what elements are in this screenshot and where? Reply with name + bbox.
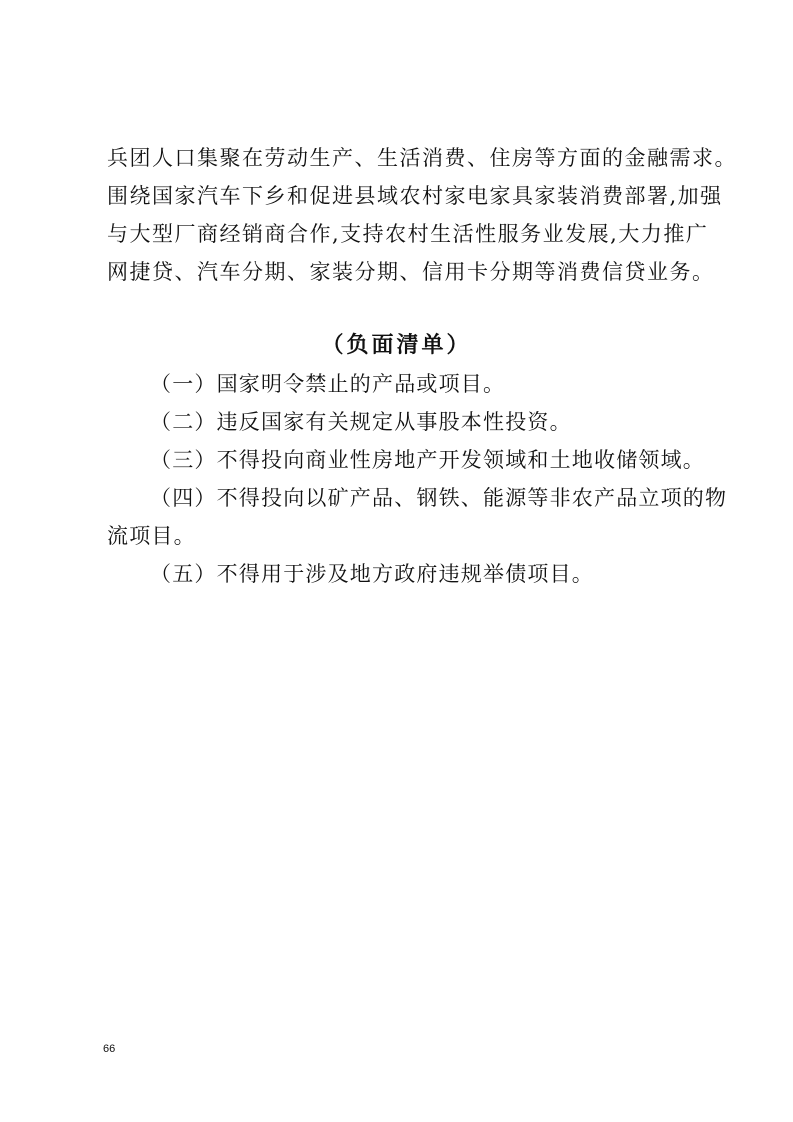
list-item: （一）国家明令禁止的产品或项目。 [150, 372, 506, 396]
paragraph-line: 网捷贷、汽车分期、家装分期、信用卡分期等消费信贷业务。 [107, 260, 715, 284]
paragraph-line: 与大型厂商经销商合作,支持农村生活性服务业发展,大力推广 [107, 222, 709, 246]
paragraph-line: 围绕国家汽车下乡和促进县域农村家电家具家装消费部署,加强 [107, 184, 723, 208]
list-item-continuation: 流项目。 [107, 524, 196, 548]
list-item: （四）不得投向以矿产品、钢铁、能源等非农产品立项的物 [150, 486, 728, 510]
list-item: （五）不得用于涉及地方政府违规举债项目。 [150, 562, 594, 586]
page-number: 66 [103, 1043, 116, 1055]
negative-list-title: （负面清单） [321, 332, 472, 358]
body-paragraph [107, 139, 737, 291]
paragraph-line: 兵团人口集聚在劳动生产、生活消费、住房等方面的金融需求。 [107, 146, 737, 170]
list-item: （二）违反国家有关规定从事股本性投资。 [150, 410, 572, 434]
list-item: （三）不得投向商业性房地产开发领域和土地收储领域。 [150, 448, 705, 472]
